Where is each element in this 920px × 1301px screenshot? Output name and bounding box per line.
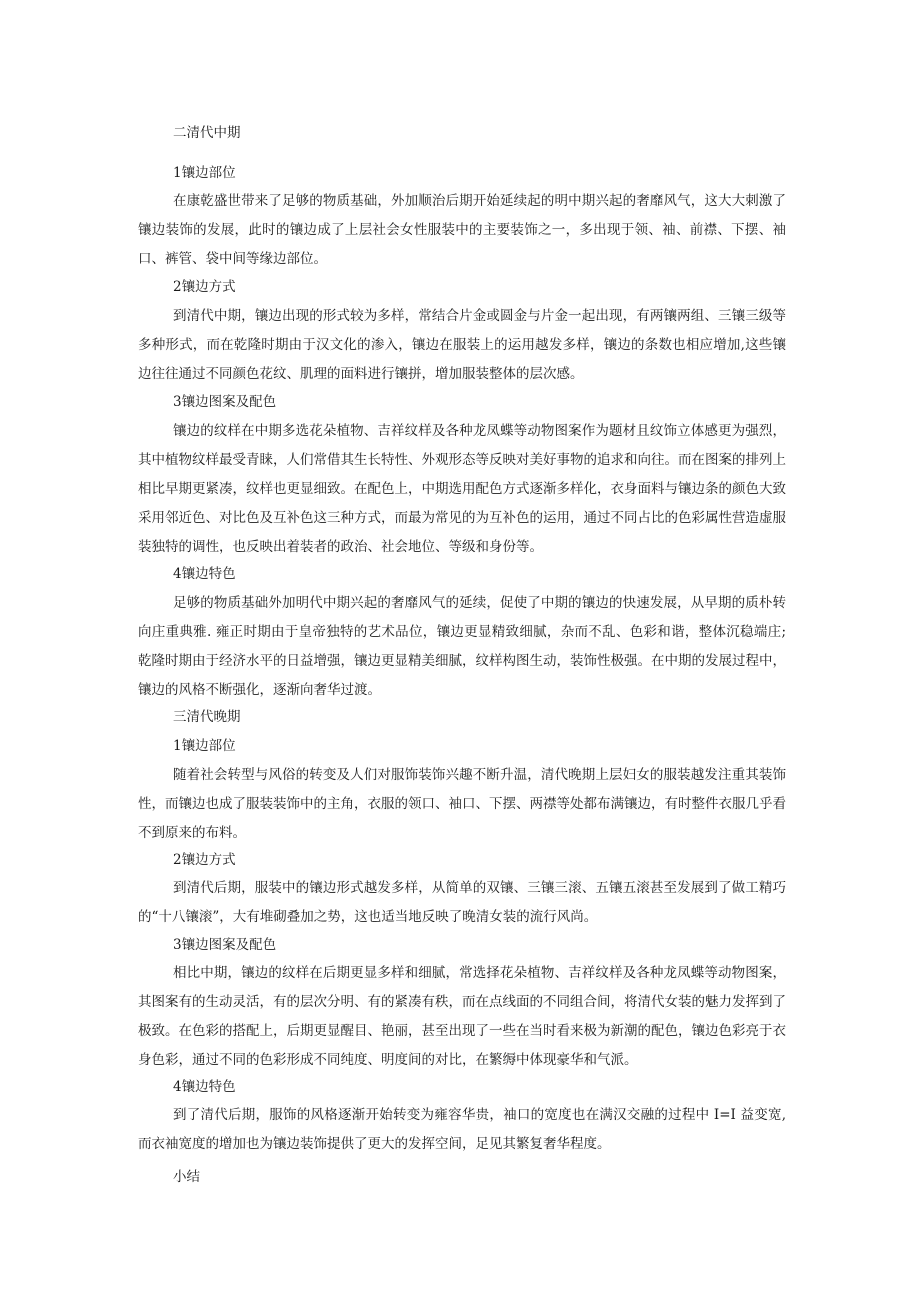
paragraph-mid-border-feature: 足够的物质基础外加明代中期兴起的奢靡风气的延续，促使了中期的镶边的快速发展，从早期的质朴转向庄重典雅. 雍正时期由于皇帝独特的艺术品位，镶边更显精致细腻，杂而不乱、色彩和谐，整体沉稳端庄; 乾隆时期由于经济水平的日益增强，镶边更显精美细腻，纹样构图生动，装饰性极强。在中期的发展过程中，镶边的风格不断强化，逐渐向奢华过渡。: [138, 595, 786, 698]
subheading-late-border-position: 1镶边部位: [173, 738, 236, 754]
paragraph-mid-border-method: 到清代中期，镶边出现的形式较为多样，常结合片金或圆金与片金一起出现，有两镶两组、三镶三级等多种形式，而在乾隆时期由于汉文化的渗入，镶边在服装上的运用越发多样，镶边的条数也相应增加,这些镶边往往通过不同颜色花纹、肌理的面料进行镶拼，增加服装整体的层次感。: [138, 308, 786, 382]
subheading-mid-border-method: 2镶边方式: [173, 279, 236, 295]
summary-heading: 小结: [173, 1169, 200, 1185]
paragraph-late-border-method: 到清代后期，服装中的镶边形式越发多样，从简单的双镶、三镶三滚、五镶五滚甚至发展到了做工精巧的“十八镶滚”，大有堆砌叠加之势，这也适当地反映了晚清女装的流行风尚。: [138, 880, 786, 925]
subheading-mid-border-position: 1镶边部位: [173, 165, 236, 181]
subheading-late-border-pattern: 3镶边图案及配色: [173, 937, 277, 953]
subheading-late-border-feature: 4镶边特色: [173, 1079, 236, 1095]
paragraph-late-border-feature: 到了清代后期，服饰的风格逐渐开始转变为雍容华贵，袖口的宽度也在满汉交融的过程中 I=I 益变宽, 而衣袖宽度的增加也为镶边装饰提供了更大的发挥空间，足见其繁复奢华程度。: [138, 1107, 786, 1152]
paragraph-late-border-position: 随着社会转型与风俗的转变及人们对服饰装饰兴趣不断升温，清代晚期上层妇女的服装越发注重其装饰性，而镶边也成了服装装饰中的主角，衣服的领口、袖口、下摆、两襟等处都布满镶边，有时整件衣服几乎看不到原来的布料。: [138, 767, 786, 841]
section-heading-late-qing: 三清代晚期: [173, 709, 241, 725]
paragraph-mid-border-pattern: 镶边的纹样在中期多选花朵植物、吉祥纹样及各种龙凤蝶等动物图案作为题材且纹饰立体感更为强烈，其中植物纹样最受青睐，人们常借其生长特性、外观形态等反映对美好事物的追求和向往。而在图案的排列上相比早期更紧凑，纹样也更显细致。在配色上，中期选用配色方式逐渐多样化，衣身面料与镶边条的颜色大致采用邻近色、对比色及互补色这三种方式，而最为常见的为互补色的运用，通过不同占比的色彩属性营造虚服装独特的调性，也反映出着装者的政治、社会地位、等级和身份等。: [138, 423, 786, 555]
subheading-late-border-method: 2镶边方式: [173, 852, 236, 868]
section-heading-mid-qing: 二清代中期: [173, 125, 241, 141]
paragraph-late-border-pattern: 相比中期，镶边的纹样在后期更显多样和细腻，常选择花朵植物、吉祥纹样及各种龙凤蝶等动物图案，其图案有的生动灵活，有的层次分明、有的紧凑有秩，而在点线面的不同组合间，将清代女装的魅力发挥到了极致。在色彩的搭配上，后期更显醒目、艳丽，甚至出现了一些在当时看来极为新潮的配色，镶边色彩亮于衣身色彩，通过不同的色彩形成不同纯度、明度间的对比，在繁缛中体现豪华和气派。: [138, 965, 786, 1068]
subheading-mid-border-pattern: 3镶边图案及配色: [173, 394, 277, 410]
paragraph-mid-border-position: 在康乾盛世带来了足够的物质基础，外加顺治后期开始延续起的明中期兴起的奢靡风气，这大大刺激了镶边装饰的发展，此时的镶边成了上层社会女性服装中的主要装饰之一，多出现于领、袖、前襟、下摆、袖口、裤管、袋中间等缘边部位。: [138, 193, 786, 267]
subheading-mid-border-feature: 4镶边特色: [173, 566, 236, 582]
